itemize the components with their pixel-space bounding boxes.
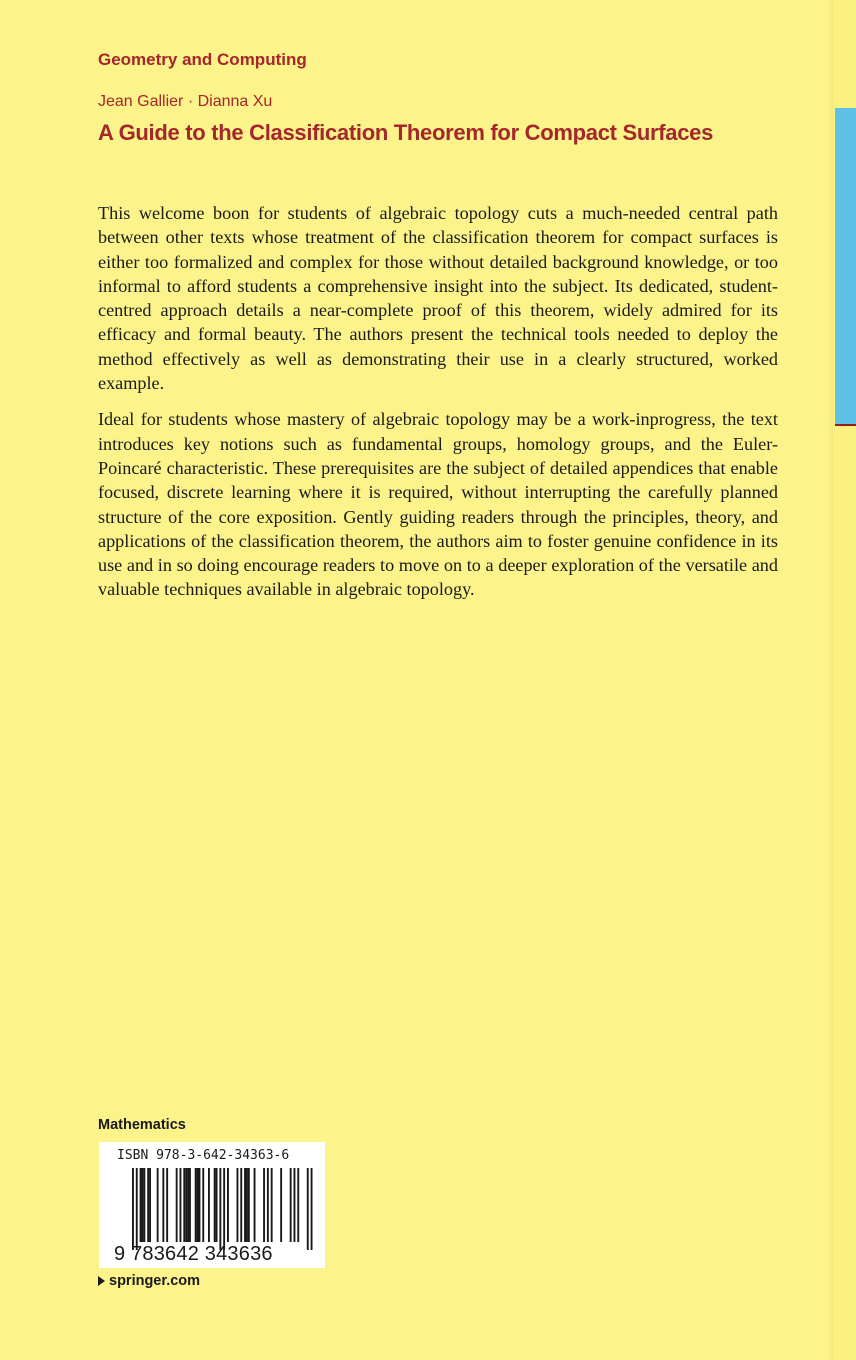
barcode-bar <box>237 1168 239 1242</box>
barcode-bar <box>147 1168 149 1242</box>
barcode-bar <box>176 1168 178 1242</box>
barcode-bar <box>294 1168 296 1242</box>
barcode-bar <box>263 1168 265 1242</box>
barcode-bar <box>227 1168 229 1242</box>
barcode-bar <box>140 1168 142 1242</box>
publisher-link[interactable] <box>98 1273 200 1289</box>
barcode-bar <box>185 1168 187 1242</box>
barcode-bar <box>187 1168 189 1242</box>
barcode <box>99 1142 325 1268</box>
spine-red-line <box>835 424 856 426</box>
book-description <box>98 201 778 614</box>
barcode-bar <box>280 1168 282 1242</box>
barcode-bar <box>180 1168 182 1242</box>
spine-blue-band <box>835 108 856 424</box>
barcode-bar <box>132 1168 134 1250</box>
barcode-bar <box>248 1168 250 1242</box>
barcode-bar <box>162 1168 164 1242</box>
barcode-bar <box>143 1168 145 1242</box>
barcode-bar <box>219 1168 221 1250</box>
series-name: Geometry and Computing <box>98 50 307 69</box>
barcode-bar <box>136 1168 138 1250</box>
barcode-bar <box>195 1168 197 1242</box>
barcode-bar <box>149 1168 151 1242</box>
barcode-bar <box>189 1168 191 1242</box>
authors: Jean Gallier · Dianna Xu <box>98 93 273 110</box>
barcode-bar <box>290 1168 292 1242</box>
barcode-bar <box>271 1168 273 1242</box>
barcode-bar <box>216 1168 218 1242</box>
barcode-bar <box>166 1168 168 1242</box>
description-paragraph-2: Ideal for students whose mastery of algebraic topology may be a work-inprogress, the text introduces key notions such as fundamental groups, homology groups, and the Euler-Poincaré characteristic. These prerequisites are the subject of detailed appendices that enable focused, discrete learning where it is required, without interrupting the carefully planned structure of the core exposition. Gently guiding readers through the principles, theory, and applications of the classification theorem, the authors aim to foster genuine confidence in its use and in so doing encourage readers to move on to a deeper exploration of the versatile and valuable techniques available in algebraic topology. <box>98 409 778 600</box>
barcode-bar <box>311 1168 313 1250</box>
barcode-bar <box>202 1168 204 1242</box>
barcode-bar <box>297 1168 299 1242</box>
subject-label: Mathematics <box>98 1117 186 1133</box>
barcode-bar <box>240 1168 242 1242</box>
barcode-bar <box>199 1168 201 1242</box>
barcode-bar <box>223 1168 225 1250</box>
barcode-bar <box>157 1168 159 1242</box>
description-paragraph-1: This welcome boon for students of algebraic topology cuts a much-needed central path between other texts whose treatment of the classification theorem for compact surfaces is either too formalized and complex for those without detailed background knowledge, or too informal to afford students a comprehensive insight into the subject. Its dedicated, student-centred approach details a near-complete proof of this theorem, widely admired for its efficacy and formal beauty. The authors present the technical tools needed to deploy the method effectively as well as demonstrating their use in a clearly structured, worked example. <box>98 203 778 394</box>
barcode-bar <box>254 1168 256 1242</box>
publisher-label: springer.com <box>109 1273 201 1289</box>
barcode-bar <box>214 1168 216 1242</box>
book-title: A Guide to the Classification Theorem for Compact Surfaces <box>98 120 714 145</box>
barcode-bar <box>246 1168 248 1242</box>
barcode-bar <box>267 1168 269 1242</box>
barcode-bar <box>142 1168 144 1242</box>
isbn-label: ISBN 978-3-642-34363-6 <box>117 1148 290 1163</box>
barcode-bar <box>183 1168 185 1242</box>
barcode-bar <box>197 1168 199 1242</box>
arrow-right-icon <box>98 1276 105 1286</box>
barcode-digits: 9 783642 343636 <box>114 1243 273 1265</box>
barcode-bar <box>244 1168 246 1242</box>
barcode-bar <box>307 1168 309 1250</box>
barcode-bar <box>208 1168 210 1242</box>
